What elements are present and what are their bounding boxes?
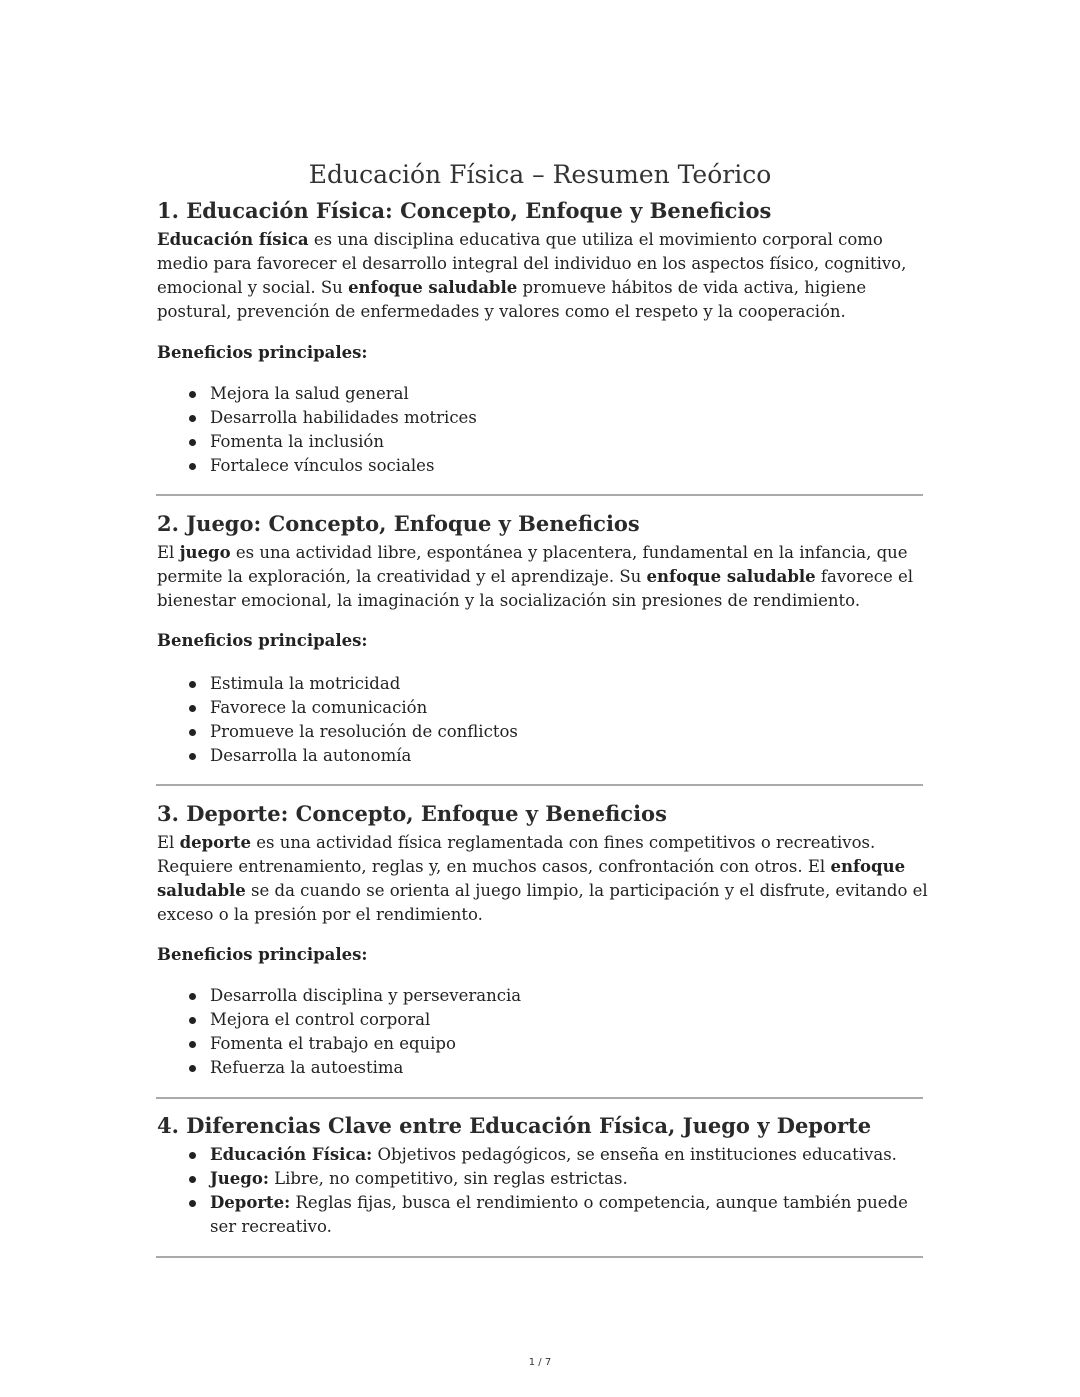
text-segment: bienestar emocional, la imaginación y la socialización sin presiones de rendimiento. (157, 591, 861, 610)
benefits-label: Beneficios principales: (157, 945, 368, 964)
list-item: Mejora la salud general (157, 382, 927, 406)
text-segment: favorece el (815, 567, 914, 586)
list-item: Promueve la resolución de conflictos (157, 720, 927, 744)
text-segment: exceso o la presión por el rendimiento. (157, 905, 483, 924)
benefits-list (157, 382, 927, 478)
bold-term: saludable (157, 881, 246, 900)
bold-term: Educación física (157, 230, 309, 249)
list-item: Desarrolla la autonomía (157, 744, 927, 768)
text-segment: El (157, 543, 180, 562)
description: Libre, no competitivo, sin reglas estrictas. (268, 1169, 628, 1188)
document-title: Educación Física – Resumen Teórico (308, 160, 772, 189)
text-segment: es una actividad física reglamentada con fines competitivos o recreativos. (250, 833, 876, 852)
description: Objetivos pedagógicos, se enseña en instituciones educativas. (372, 1145, 897, 1164)
paragraph-line (157, 831, 927, 855)
paragraph-line (157, 276, 927, 300)
list-item: Favorece la comunicación (157, 696, 927, 720)
section-heading: 2. Juego: Concepto, Enfoque y Beneficios (157, 511, 640, 536)
text-segment: medio para favorecer el desarrollo integral del individuo en los aspectos físico, cognitivo, (157, 254, 907, 273)
benefits-label: Beneficios principales: (157, 631, 368, 650)
text-segment: Requiere entrenamiento, reglas y, en muchos casos, confrontación con otros. El (157, 857, 831, 876)
section-paragraph (157, 228, 927, 324)
list-item (157, 1167, 927, 1191)
bold-term: juego (179, 543, 231, 562)
text-segment: promueve hábitos de vida activa, higiene (517, 278, 867, 297)
section-paragraph (157, 831, 927, 927)
paragraph-line (157, 855, 927, 879)
benefits-label: Beneficios principales: (157, 343, 368, 362)
divider (156, 784, 923, 786)
paragraph-line (157, 228, 927, 252)
paragraph-line (157, 252, 927, 276)
divider (156, 494, 923, 496)
text-segment: es una disciplina educativa que utiliza el movimiento corporal como (308, 230, 883, 249)
description-continued: ser recreativo. (210, 1217, 332, 1236)
benefits-list (157, 672, 927, 768)
term: Juego: (210, 1169, 269, 1188)
bold-term: enfoque saludable (348, 278, 518, 297)
list-item: Fortalece vínculos sociales (157, 454, 927, 478)
text-segment: es una actividad libre, espontánea y placentera, fundamental en la infancia, que (230, 543, 908, 562)
list-item (157, 1191, 927, 1239)
section-heading: 4. Diferencias Clave entre Educación Física, Juego y Deporte (157, 1113, 872, 1138)
text-segment: El (157, 833, 180, 852)
text-segment: permite la exploración, la creatividad y el aprendizaje. Su (157, 567, 647, 586)
text-segment: emocional y social. Su (157, 278, 349, 297)
divider (156, 1097, 923, 1099)
paragraph-line (157, 879, 927, 903)
section-heading: 3. Deporte: Concepto, Enfoque y Beneficios (157, 801, 667, 826)
list-item: Refuerza la autoestima (157, 1056, 927, 1080)
list-item: Mejora el control corporal (157, 1008, 927, 1032)
description: Reglas fijas, busca el rendimiento o competencia, aunque también puede (290, 1193, 908, 1212)
bold-term: enfoque saludable (646, 567, 816, 586)
paragraph-line (157, 300, 927, 324)
term: Educación Física: (210, 1145, 373, 1164)
paragraph-line (157, 903, 927, 927)
section-paragraph (157, 541, 927, 613)
list-item: Desarrolla disciplina y perseverancia (157, 984, 927, 1008)
text-segment: postural, prevención de enfermedades y valores como el respeto y la cooperación. (157, 302, 846, 321)
paragraph-line (157, 565, 927, 589)
paragraph-line (157, 589, 927, 613)
differences-list (157, 1143, 927, 1239)
section-heading: 1. Educación Física: Concepto, Enfoque y Beneficios (157, 198, 772, 223)
bold-term: enfoque (830, 857, 906, 876)
list-item: Desarrolla habilidades motrices (157, 406, 927, 430)
page-number: 1 / 7 (528, 1357, 552, 1368)
list-item: Fomenta la inclusión (157, 430, 927, 454)
paragraph-line (157, 541, 927, 565)
text-segment: se da cuando se orienta al juego limpio, la participación y el disfrute, evitando el (245, 881, 928, 900)
list-item (157, 1143, 927, 1167)
divider (156, 1256, 923, 1258)
bold-term: deporte (179, 833, 251, 852)
benefits-list (157, 984, 927, 1080)
list-item: Estimula la motricidad (157, 672, 927, 696)
list-item: Fomenta el trabajo en equipo (157, 1032, 927, 1056)
term: Deporte: (210, 1193, 291, 1212)
